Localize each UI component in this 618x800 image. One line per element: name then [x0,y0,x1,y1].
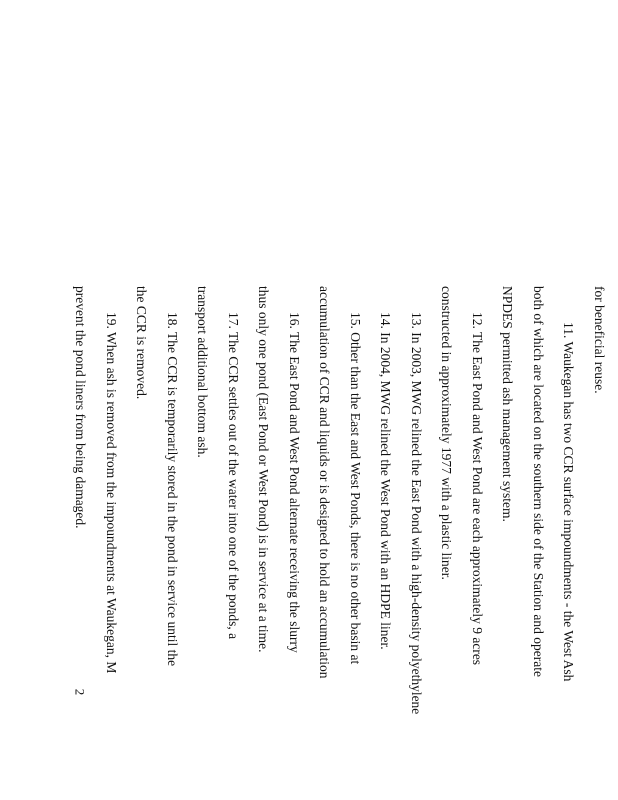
text-line: 14. In 2004, MWG relined the West Pond with an HDPE liner. [378,312,394,650]
text-line: thus only one pond (East Pond or West Pond) is in service at a time. [256,286,272,653]
text-line: accumulation of CCR and liquids or is designed to hold an accumulation [317,286,333,679]
text-line: 19. When ash is removed from the impoundments at Waukegan, M [104,312,119,674]
text-line: 15. Other than the East and West Ponds, there is no other basin at [348,312,363,665]
text-line: transport additional bottom ash. [195,286,211,458]
text-line: the CCR is removed. [134,286,150,400]
text-line: 11. Waukegan has two CCR surface impoundments - the West Ash [561,322,577,682]
text-line: 16. The East Pond and West Pond alternate receiving the slurry [287,312,302,653]
page-number: 2 [72,688,88,696]
text-line: for beneficial reuse. [592,286,607,394]
text-line: 17. The CCR settles out of the water into one of the ponds, a [226,312,241,640]
document-body [65,286,614,800]
text-line: both of which are located on the southern side of the Station and operate [531,286,546,678]
text-line: 13. In 2003, MWG relined the East Pond with a high-density polyethylene [409,312,424,715]
text-line: constructed in approximately 1977 with a plastic liner. [439,286,455,580]
text-line: NPDES permitted ash management system. [500,286,516,522]
text-line: prevent the pond liners from being damaged. [73,286,89,529]
text-line: 12. The East Pond and West Pond are each approximately 9 acres [470,312,485,666]
text-line: 18. The CCR is temporarily stored in the pond in service until the [165,312,180,667]
